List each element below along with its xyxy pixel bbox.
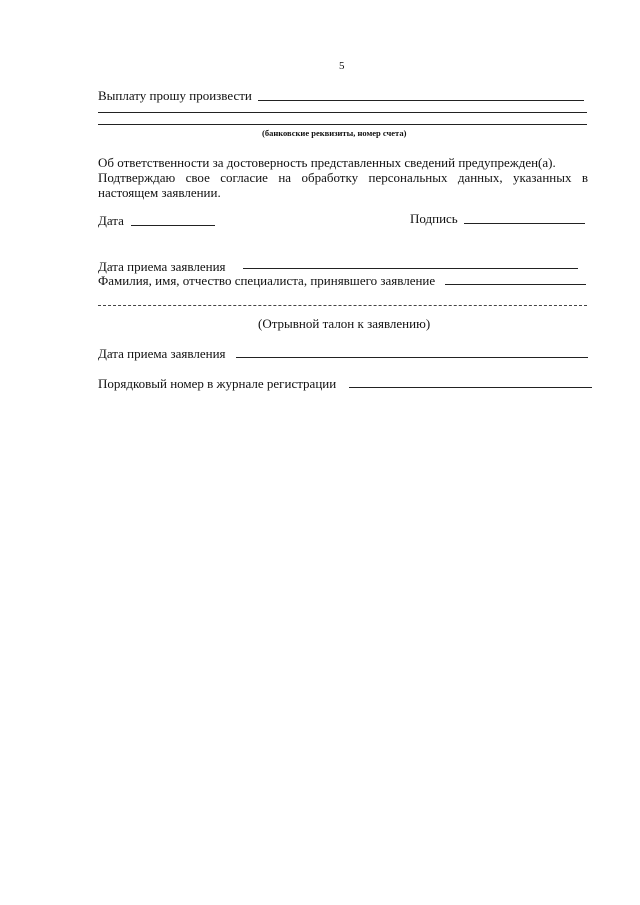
payment-field-line-1[interactable] bbox=[258, 100, 584, 101]
payment-label: Выплату прошу произвести bbox=[98, 88, 252, 103]
tear-off-date-label: Дата приема заявления bbox=[98, 346, 226, 361]
payment-field-line-2[interactable] bbox=[98, 112, 587, 113]
tear-off-cut-line bbox=[98, 305, 587, 306]
registry-number-label: Порядковый номер в журнале регистрации bbox=[98, 376, 337, 391]
registry-number-field-line[interactable] bbox=[349, 387, 592, 388]
responsibility-line-2: Подтверждаю свое согласие на обработку персональных данных, указанных в bbox=[98, 170, 588, 185]
payment-caption: (банковские реквизиты, номер счета) bbox=[262, 128, 407, 138]
signature-field-line[interactable] bbox=[464, 223, 585, 224]
payment-field-line-3[interactable] bbox=[98, 124, 587, 125]
acceptance-date-label: Дата приема заявления bbox=[98, 259, 226, 274]
date-label: Дата bbox=[98, 213, 124, 228]
tear-off-date-field-line[interactable] bbox=[236, 357, 588, 358]
tear-off-caption: (Отрывной талон к заявлению) bbox=[258, 316, 431, 331]
specialist-field-line[interactable] bbox=[445, 284, 586, 285]
date-field-line[interactable] bbox=[131, 225, 215, 226]
responsibility-line-3: настоящем заявлении. bbox=[98, 185, 221, 200]
responsibility-line-1: Об ответственности за достоверность представленных сведений предупрежден(а). bbox=[98, 155, 556, 170]
acceptance-date-field-line[interactable] bbox=[243, 268, 578, 269]
page-number: 5 bbox=[339, 60, 345, 72]
specialist-label: Фамилия, имя, отчество специалиста, принявшего заявление bbox=[98, 273, 436, 288]
signature-label: Подпись bbox=[410, 211, 458, 226]
